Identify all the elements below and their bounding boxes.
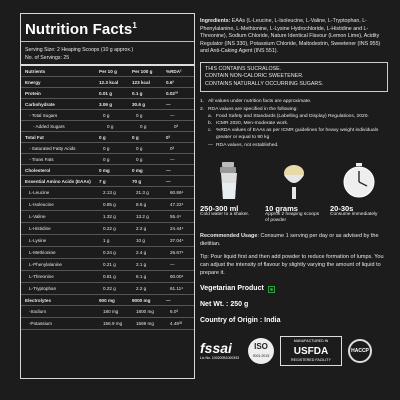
table-row xyxy=(21,99,194,110)
table-cell: 0³ xyxy=(174,123,179,129)
vegetarian-product xyxy=(200,285,388,293)
recommended-usage-label: Recommended Usage xyxy=(200,233,258,240)
table-row xyxy=(21,247,194,259)
header-per-100g: Per 100 g xyxy=(132,68,153,74)
footnote: — RDA values, not established. xyxy=(208,142,279,148)
table-row xyxy=(21,165,194,176)
table-cell: 0.21 g xyxy=(103,262,116,267)
time-desc: Consume immediately xyxy=(330,212,378,218)
table-cell: 26.67⁴ xyxy=(170,250,184,255)
powder-amount: 10 grams xyxy=(265,203,298,213)
table-cell: 1.32 g xyxy=(103,214,116,219)
table-row xyxy=(21,306,194,318)
haccp-logo: HACCP xyxy=(348,339,372,363)
table-cell: — xyxy=(166,167,171,173)
table-cell: - Saturated Fatty Acids xyxy=(29,145,76,151)
table-cell: Essential Amino Acids (EAAs) xyxy=(25,178,91,184)
table-cell: 3.06 g xyxy=(99,101,113,107)
footnote: c. %RDA values of EAAs as per ICMR guidelines for heavy weight individuals greater or equal to 90 kg xyxy=(208,128,379,141)
table-row xyxy=(21,132,194,143)
table-cell: 2.2 g xyxy=(136,226,147,231)
table-cell: L-Valine xyxy=(29,214,46,219)
table-cell: 0 g xyxy=(136,156,143,162)
table-cell: — xyxy=(170,156,175,162)
table-cell: 8.5 g xyxy=(136,202,147,207)
table-cell: 2.1 g xyxy=(136,262,147,267)
table-cell: 0 g xyxy=(140,123,147,129)
country-of-origin: Country of Origin : India xyxy=(200,316,281,324)
table-cell: — xyxy=(170,112,175,118)
ingredients-block xyxy=(200,18,388,56)
table-cell: 9000 mg xyxy=(132,297,151,303)
header-nutrients: Nutrients xyxy=(25,68,46,74)
table-cell: Protein xyxy=(25,90,41,96)
table-cell: 0 mg xyxy=(99,167,110,173)
ingredients-label: Ingredients: xyxy=(200,18,231,24)
table-cell: 0.22 g xyxy=(103,226,116,231)
certification-logos xyxy=(200,336,388,366)
recommended-usage xyxy=(200,232,388,248)
table-cell: Energy xyxy=(25,79,41,85)
table-row xyxy=(21,211,194,223)
table-row xyxy=(21,176,194,187)
table-cell: -Sodium xyxy=(29,309,47,314)
table-row xyxy=(21,235,194,247)
serving-info xyxy=(25,46,190,62)
table-row xyxy=(21,110,194,121)
shaker-bottle-icon xyxy=(214,161,244,201)
table-cell: - Added Sugars xyxy=(33,123,65,129)
table-cell: 180 mg xyxy=(103,309,119,314)
table-row xyxy=(21,154,194,165)
table-cell: 0 g xyxy=(103,112,110,118)
table-cell: 61.11⁴ xyxy=(170,286,184,291)
water-desc: Cold water to a shaker. xyxy=(200,212,250,218)
table-cell: 123 kcal xyxy=(132,79,150,85)
table-cell: 0 mg xyxy=(132,167,143,173)
veg-label: Vegetarian Product xyxy=(200,285,264,293)
table-cell: 37.04⁴ xyxy=(170,238,184,243)
clock-icon xyxy=(342,161,376,201)
table-cell: L-Lysine xyxy=(29,238,47,243)
table-cell: 0 g xyxy=(136,112,143,118)
table-cell: — xyxy=(166,178,171,184)
table-cell: 60.00⁴ xyxy=(170,274,184,279)
net-weight: Net Wt. : 250 g xyxy=(200,301,249,309)
table-cell: 0.01 g xyxy=(99,90,113,96)
table-row xyxy=(21,187,194,199)
table-cell: 0 g xyxy=(107,123,114,129)
sweetener-warning-box xyxy=(200,62,388,93)
usage-tip: Tip: Pour liquid first and then add powder to reduce formation of lumps. You can adjust the intensity of flavour by slightly varying the amount of liquid to prepare it. xyxy=(200,254,384,277)
table-row xyxy=(21,295,194,306)
table-row xyxy=(21,318,194,330)
table-cell: Electrolytes xyxy=(25,297,52,303)
table-cell: 6.0³ xyxy=(170,309,178,314)
warning-line: CONTAIN NON-CALORIC SWEETENER. xyxy=(205,73,304,80)
table-cell: L-Methionine xyxy=(29,250,56,255)
table-cell: 0 g xyxy=(103,145,110,151)
table-row xyxy=(21,121,194,132)
table-cell: 7 g xyxy=(99,178,106,184)
table-cell: 24.44⁴ xyxy=(170,226,184,231)
footnote: 1. All values under nutrition facts are approximate. xyxy=(200,99,312,105)
table-cell: 0.02³³ xyxy=(166,90,179,96)
table-row xyxy=(21,283,194,295)
footnote: 2. RDA values are specified in the following: xyxy=(200,106,298,112)
table-cell: 0 g xyxy=(132,134,139,140)
table-cell: -Potassium xyxy=(29,321,52,326)
table-cell: 0³ xyxy=(170,145,175,151)
ingredients-text: EAAs (L-Leucine, L-Isoleucine, L-Valine, L-Tryptophan, L-Phenylalanine, L-Methionine, L-Lysine Hydrochloride, L-Histidine and L-Threonine), Sodium Chloride, Nature Identical Flavour (Lemon Lime), Acidity Regulator (INS 330), Potassium Chloride, Maltodextrin, Sweetener (INS 955) and Anti-Caking Agent (INS 551). xyxy=(200,18,381,55)
step-powder xyxy=(265,161,323,225)
table-cell: 0 g xyxy=(99,134,106,140)
table-cell: — xyxy=(166,101,171,107)
table-cell: 2.13 g xyxy=(103,190,116,195)
usfda-logo: MANUFACTURED IN USFDA REGISTERED FACILITY xyxy=(280,336,342,366)
table-cell: 1569 mg xyxy=(136,321,154,326)
nutrition-facts-title xyxy=(25,17,190,38)
table-cell: 8.1 g xyxy=(136,274,147,279)
table-cell: L-Threonine xyxy=(29,274,54,279)
iso-logo: ISO 9001:2015 xyxy=(248,338,274,364)
table-cell: 1800 mg xyxy=(136,309,154,314)
fssai-logo: fssai Lic No. 10020051000393 xyxy=(200,339,240,360)
table-cell: 0³ xyxy=(166,134,171,140)
table-cell: 12.3 kcal xyxy=(99,79,119,85)
water-amount: 250-300 ml xyxy=(200,203,239,213)
table-row xyxy=(21,88,194,99)
table-cell: 156.9 mg xyxy=(103,321,123,326)
title-superscript: 1 xyxy=(132,21,137,30)
footnotes xyxy=(200,98,388,148)
table-cell: 0.85 g xyxy=(103,202,116,207)
table-cell: 1 g xyxy=(103,238,110,243)
table-cell: 0.1 g xyxy=(132,90,143,96)
table-row xyxy=(21,143,194,154)
table-cell: - Trans Fats xyxy=(29,156,54,162)
table-cell: L-Isoleucine xyxy=(29,202,54,207)
table-cell: Carbohydrate xyxy=(25,101,55,107)
table-cell: L-Histidine xyxy=(29,226,51,231)
table-cell: L-Tryptophan xyxy=(29,286,57,291)
table-cell: 2.4 g xyxy=(136,250,147,255)
table-row xyxy=(21,223,194,235)
preparation-steps xyxy=(200,161,388,225)
serving-size: Serving Size: 2 Heaping Scoops (10 g approx.) xyxy=(25,47,134,53)
table-cell: 0.22 g xyxy=(103,286,116,291)
table-row xyxy=(21,259,194,271)
table-cell: 2.2 g xyxy=(136,286,147,291)
nutrition-table-body xyxy=(25,77,190,330)
table-cell: 55.4⁴ xyxy=(170,214,181,219)
table-cell: 21.3 g xyxy=(136,190,149,195)
header-per-10g: Per 10 g xyxy=(99,68,117,74)
table-cell: 0 g xyxy=(103,156,110,162)
scoop-icon xyxy=(276,161,312,201)
nutrition-facts-panel xyxy=(20,13,195,379)
table-cell: 900 mg xyxy=(99,297,115,303)
table-cell: 60.86⁴ xyxy=(170,190,184,195)
table-cell: 70 g xyxy=(132,178,142,184)
table-header xyxy=(21,66,194,77)
veg-mark-icon xyxy=(268,286,275,293)
table-row xyxy=(21,271,194,283)
nutrition-facts-title-text: Nutrition Facts xyxy=(25,21,133,38)
table-row xyxy=(21,77,194,88)
recommended-usage-text: : Consume 1 serving per day or as advised by the dietitian. xyxy=(200,233,379,248)
table-row xyxy=(21,199,194,211)
table-cell: - Total Sugars xyxy=(29,112,58,118)
table-cell: Total Fat xyxy=(25,134,44,140)
table-cell: 30.6 g xyxy=(132,101,146,107)
table-cell: L-Leucine xyxy=(29,190,50,195)
table-cell: — xyxy=(166,297,171,303)
table-cell: Cholesterol xyxy=(25,167,51,173)
table-cell: 13.2 g xyxy=(136,214,149,219)
powder-desc: Approx 2 heaping scoops of powder xyxy=(265,212,320,224)
step-water xyxy=(200,161,258,225)
table-cell: 47.22⁴ xyxy=(170,202,184,207)
servings-count: No. of Servings: 25 xyxy=(25,55,70,61)
step-time xyxy=(330,161,388,225)
table-cell: 4.48³³ xyxy=(170,321,183,326)
warning-line: CONTAINS NATURALLY OCCURRING SUGARS. xyxy=(205,80,324,87)
warning-line: THIS CONTAINS SUCRALOSE. xyxy=(205,65,282,72)
footnote: b. ICMR 2020, Men-moderate work. xyxy=(208,121,289,127)
time-amount: 20-30s xyxy=(330,203,354,213)
table-cell: 0.6³ xyxy=(166,79,174,85)
table-cell: 0 g xyxy=(136,145,143,151)
table-cell: L-Phenylalanine xyxy=(29,262,62,267)
right-column xyxy=(200,18,388,366)
table-cell: 0.81 g xyxy=(103,274,116,279)
table-cell: — xyxy=(170,262,175,267)
header-rda: %RDA² xyxy=(166,68,182,74)
table-cell: 10 g xyxy=(136,238,145,243)
footnote: a. Food Safety and Standards (Labelling and Display) Regulations, 2020. xyxy=(208,113,369,119)
table-cell: 0.24 g xyxy=(103,250,116,255)
